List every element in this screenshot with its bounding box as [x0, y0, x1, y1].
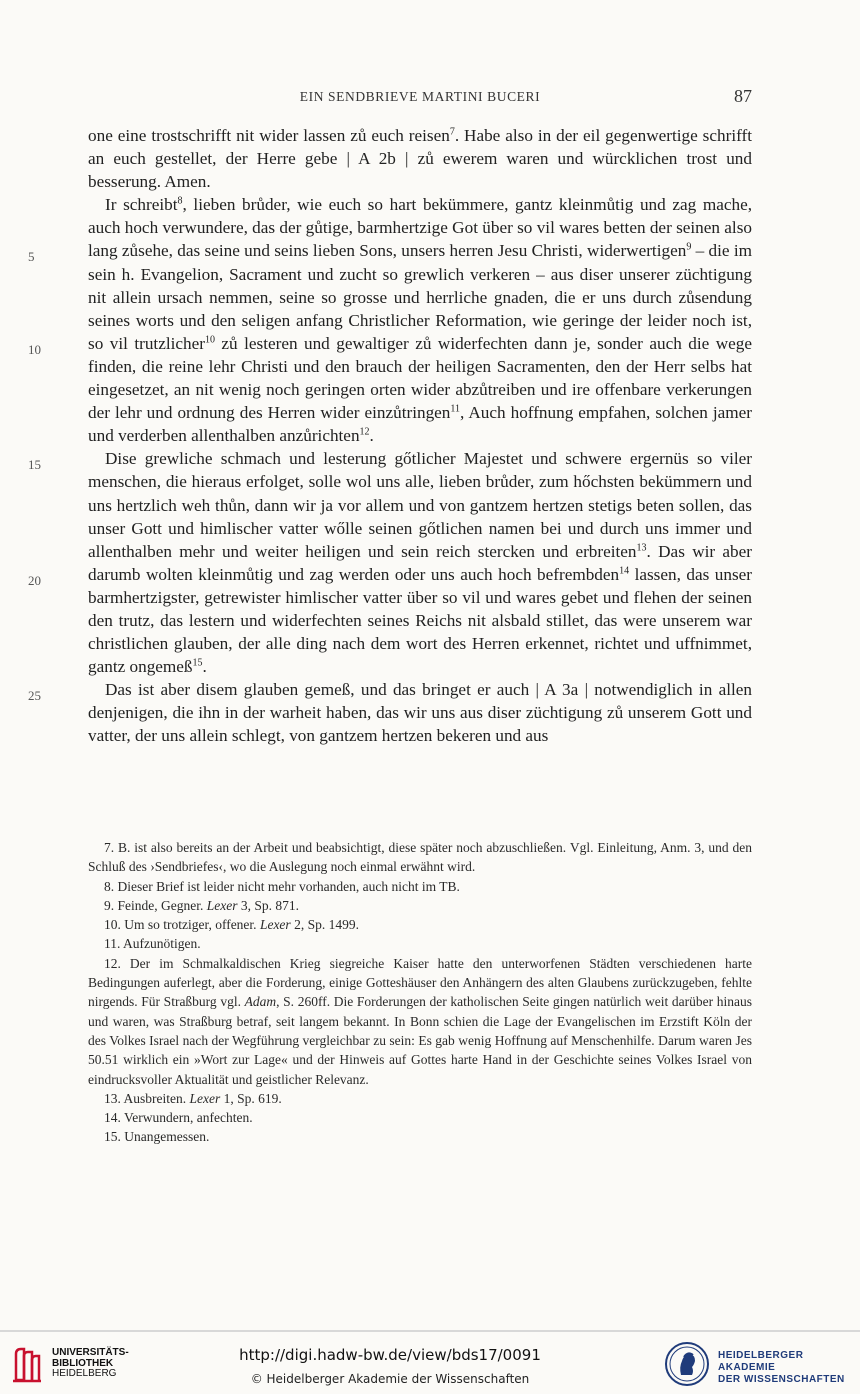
footnote-11: 11. Aufzunötigen. [104, 936, 201, 952]
line-number-25: 25 [28, 688, 41, 703]
hadw-seal-icon[interactable] [664, 1341, 710, 1387]
footer-bar [0, 1330, 860, 1394]
footnote-ref-10[interactable]: 10 [204, 334, 215, 346]
page-url-link[interactable]: http://digi.hadw-bw.de/view/bds17/0091 [239, 1346, 541, 1364]
footnotes [88, 838, 752, 1147]
footnote-text: 3, Sp. 871. [237, 897, 299, 913]
hadw-line-2: DER WISSENSCHAFTEN [718, 1374, 845, 1385]
footnote-ref-14[interactable]: 14 [619, 565, 630, 577]
running-title: EIN SENDBRIEVE MARTINI BUCERI [299, 89, 541, 104]
text-run: . [369, 426, 374, 446]
footnote-ref-15[interactable]: 15 [192, 657, 203, 669]
footnote-ref-13[interactable]: 13 [636, 541, 647, 553]
text-run: , lieben brůder, wie euch so hart bekümmere, gantz kleinmůtig und zag mache, auch hoch verwundere, das der gůtige, barmhertzige Got über so vil wares betten der seinen also lang zůsehe, das seine und seins lieben Sons, unsers herren Jesu Christi, widerwertigen [88, 195, 753, 261]
paragraph-1 [88, 124, 752, 193]
line-number-10: 10 [28, 342, 41, 357]
footnote-9 [88, 896, 752, 915]
copyright-notice: © Heidelberger Akademie der Wissenschaften [250, 1372, 530, 1386]
footnote-ref-8[interactable]: 8 [177, 195, 183, 207]
text-run: Dise grewliche schmach und lesterung gőtlicher Majestet und schwere ergernüs so viler menschen, die hieraus erfolget, solle wol uns alle, lieben brůder, zum hőchsten bekümmern und uns hertzlich weh thůn, dann wir ja vor allem und von gantzem hertzen stetigs beten sollen, das unser Gott und himlischer vatter wőlle seinen gőtlichen namen bei und durch uns immer und allenthalben mehr und weiter heiligen und sein reich stercken und erbreiten [88, 449, 752, 561]
footnote-text: 13. Ausbreiten. [104, 1090, 190, 1106]
paragraph-2 [88, 193, 752, 447]
text-run: , Auch hoffnung empfahen, solchen jamer und verderben allenthalben anzůrichten [88, 403, 752, 446]
ub-line-3: HEIDELBERG [52, 1368, 117, 1379]
footnote-14: 14. Verwundern, anfechten. [104, 1110, 253, 1126]
footnote-citation: Lexer [189, 1090, 221, 1106]
line-number-5: 5 [28, 249, 35, 264]
text-run: zů lesteren und gewaltiger zů widerfechten dann je, sonder auch die wege finden, die reine lehr Christi und den brauch der heiligen Sacramenten, den der Herr selbs hat eingesetzet, an nit wenig noch geringen orten wider abzůtreiben und ire offenbare verkerungen der lehr und ordnung des Herren wider einzůtringen [88, 333, 752, 423]
main-text [88, 124, 752, 748]
ub-line-2: BIBLIOTHEK [52, 1357, 114, 1369]
footnote-text: 1, Sp. 619. [220, 1090, 282, 1106]
line-number-15: 15 [28, 457, 41, 472]
text-run: Ir schreibt [105, 195, 178, 215]
footnote-citation: Lexer [206, 897, 238, 913]
footnote-7: 7. B. ist also bereits an der Arbeit und beabsichtigt, diese später noch abzuschließen. Vgl. Einleitung, Anm. 3, und den Schluß des ›Sendbriefes‹, wo die Auslegung noch einmal erwähnt wird. [88, 840, 752, 875]
paragraph-4 [88, 678, 752, 747]
footnote-ref-12[interactable]: 12 [359, 426, 370, 438]
footnote-text: , S. 260ff. Die Forderungen der katholischen Seite gingen natürlich weit darüber hinaus und waren, was Straßburg betraf, seit langem bekannt. In Bonn schien die Lage der Evangelischen im Erzstift Köln der des Volkes Israel nach der Wegführung vergleichbar zu sein: Es gab wenig Hoffnung auf Menschenhilfe. Darum waren Jes 50.51 wirklich ein »Wort zur Lage« und der Hinweis auf Gottes harte Hand in der Geschichte seines Volkes Israel von eindrucksvoller Aktualität und geistlicher Relevanz. [88, 994, 752, 1087]
paragraph-3 [88, 447, 752, 678]
text-run: Das ist aber disem glauben gemeß, und das bringet er auch | A 3a | notwendiglich in allen denjenigen, die ihn in der warheit haben, das wir uns aus diser züchtigung zů unserem Gott und vatter, der uns allein schlegt, von gantzem hertzen bekeren und aus [88, 680, 752, 746]
footnote-15: 15. Unangemessen. [104, 1129, 210, 1145]
footnote-text: 12. Der im Schmalkaldischen Krieg siegreiche Kaiser hatte den unterworfenen Städten verschiedenen harte Bedingungen auferlegt, aber die Forderung, einige Gotteshäuser den Anhängern des alten Glaubens zurückzugeben, fehlte nirgends. Für Straßburg vgl. [88, 955, 752, 1010]
footnote-text: 2, Sp. 1499. [290, 917, 359, 933]
hadw-line-1: HEIDELBERGER AKADEMIE [718, 1350, 804, 1373]
footnote-citation: Adam [244, 994, 277, 1010]
footnote-10 [88, 915, 752, 934]
footnote-text: 9. Feinde, Gegner. [104, 897, 207, 913]
hadw-name[interactable] [718, 1350, 860, 1386]
footnote-text: 10. Um so trotziger, offener. [104, 917, 260, 933]
line-number-20: 20 [28, 573, 41, 588]
text-run: . [202, 657, 207, 677]
footnote-8: 8. Dieser Brief ist leider nicht mehr vorhanden, auch nicht im TB. [104, 878, 460, 894]
footnote-12 [88, 954, 752, 1089]
footnote-ref-11[interactable]: 11 [450, 403, 461, 415]
page-header [88, 86, 752, 110]
ub-name[interactable] [52, 1348, 129, 1380]
footnote-13 [88, 1089, 752, 1108]
footnote-ref-9[interactable]: 9 [686, 241, 692, 253]
text-run: . Das wir aber darumb wolten kleinmůtig und zag werden oder uns auch hoch befrembden [88, 541, 753, 584]
ub-logo-icon[interactable] [10, 1346, 44, 1384]
text-run: lassen, das unser barmhertzigster, getrewister himlischer vatter über so vil und wares gebet und flehen der seinen den trutz, das lestern und widerfechten seines Reichs nit alsbald stillet, das were unserem war christlichen glauben, der alle ding nach dem wort des Herren erkennet, richtet und uffnimmet, gantz ongemeß [88, 564, 752, 677]
footnote-citation: Lexer [259, 917, 291, 933]
ub-line-1: UNIVERSITÄTS- [52, 1347, 129, 1358]
page-number: 87 [734, 86, 752, 106]
text-run: . Habe also in der eil gegenwertige schrifft an euch gestellet, der Herre gebe | A 2b | zů ewerem waren und würcklichen trost und besserung. Amen. [88, 126, 753, 192]
footnote-ref-7[interactable]: 7 [449, 126, 455, 138]
text-run: one eine trostschrifft nit wider lassen zů euch reisen [88, 126, 450, 145]
text-run: – die im sein h. Evangelion, Sacrament und zucht so grewlich verkeren – aus diser unserer züchtigung nit allein ursach nemmen, seine so grosse und herrliche gnaden, die er uns durch zůsendung seines worts und den seligen anfang Christlicher Reformation, wie geringe der leider noch ist, so vil trutzlicher [88, 241, 752, 353]
